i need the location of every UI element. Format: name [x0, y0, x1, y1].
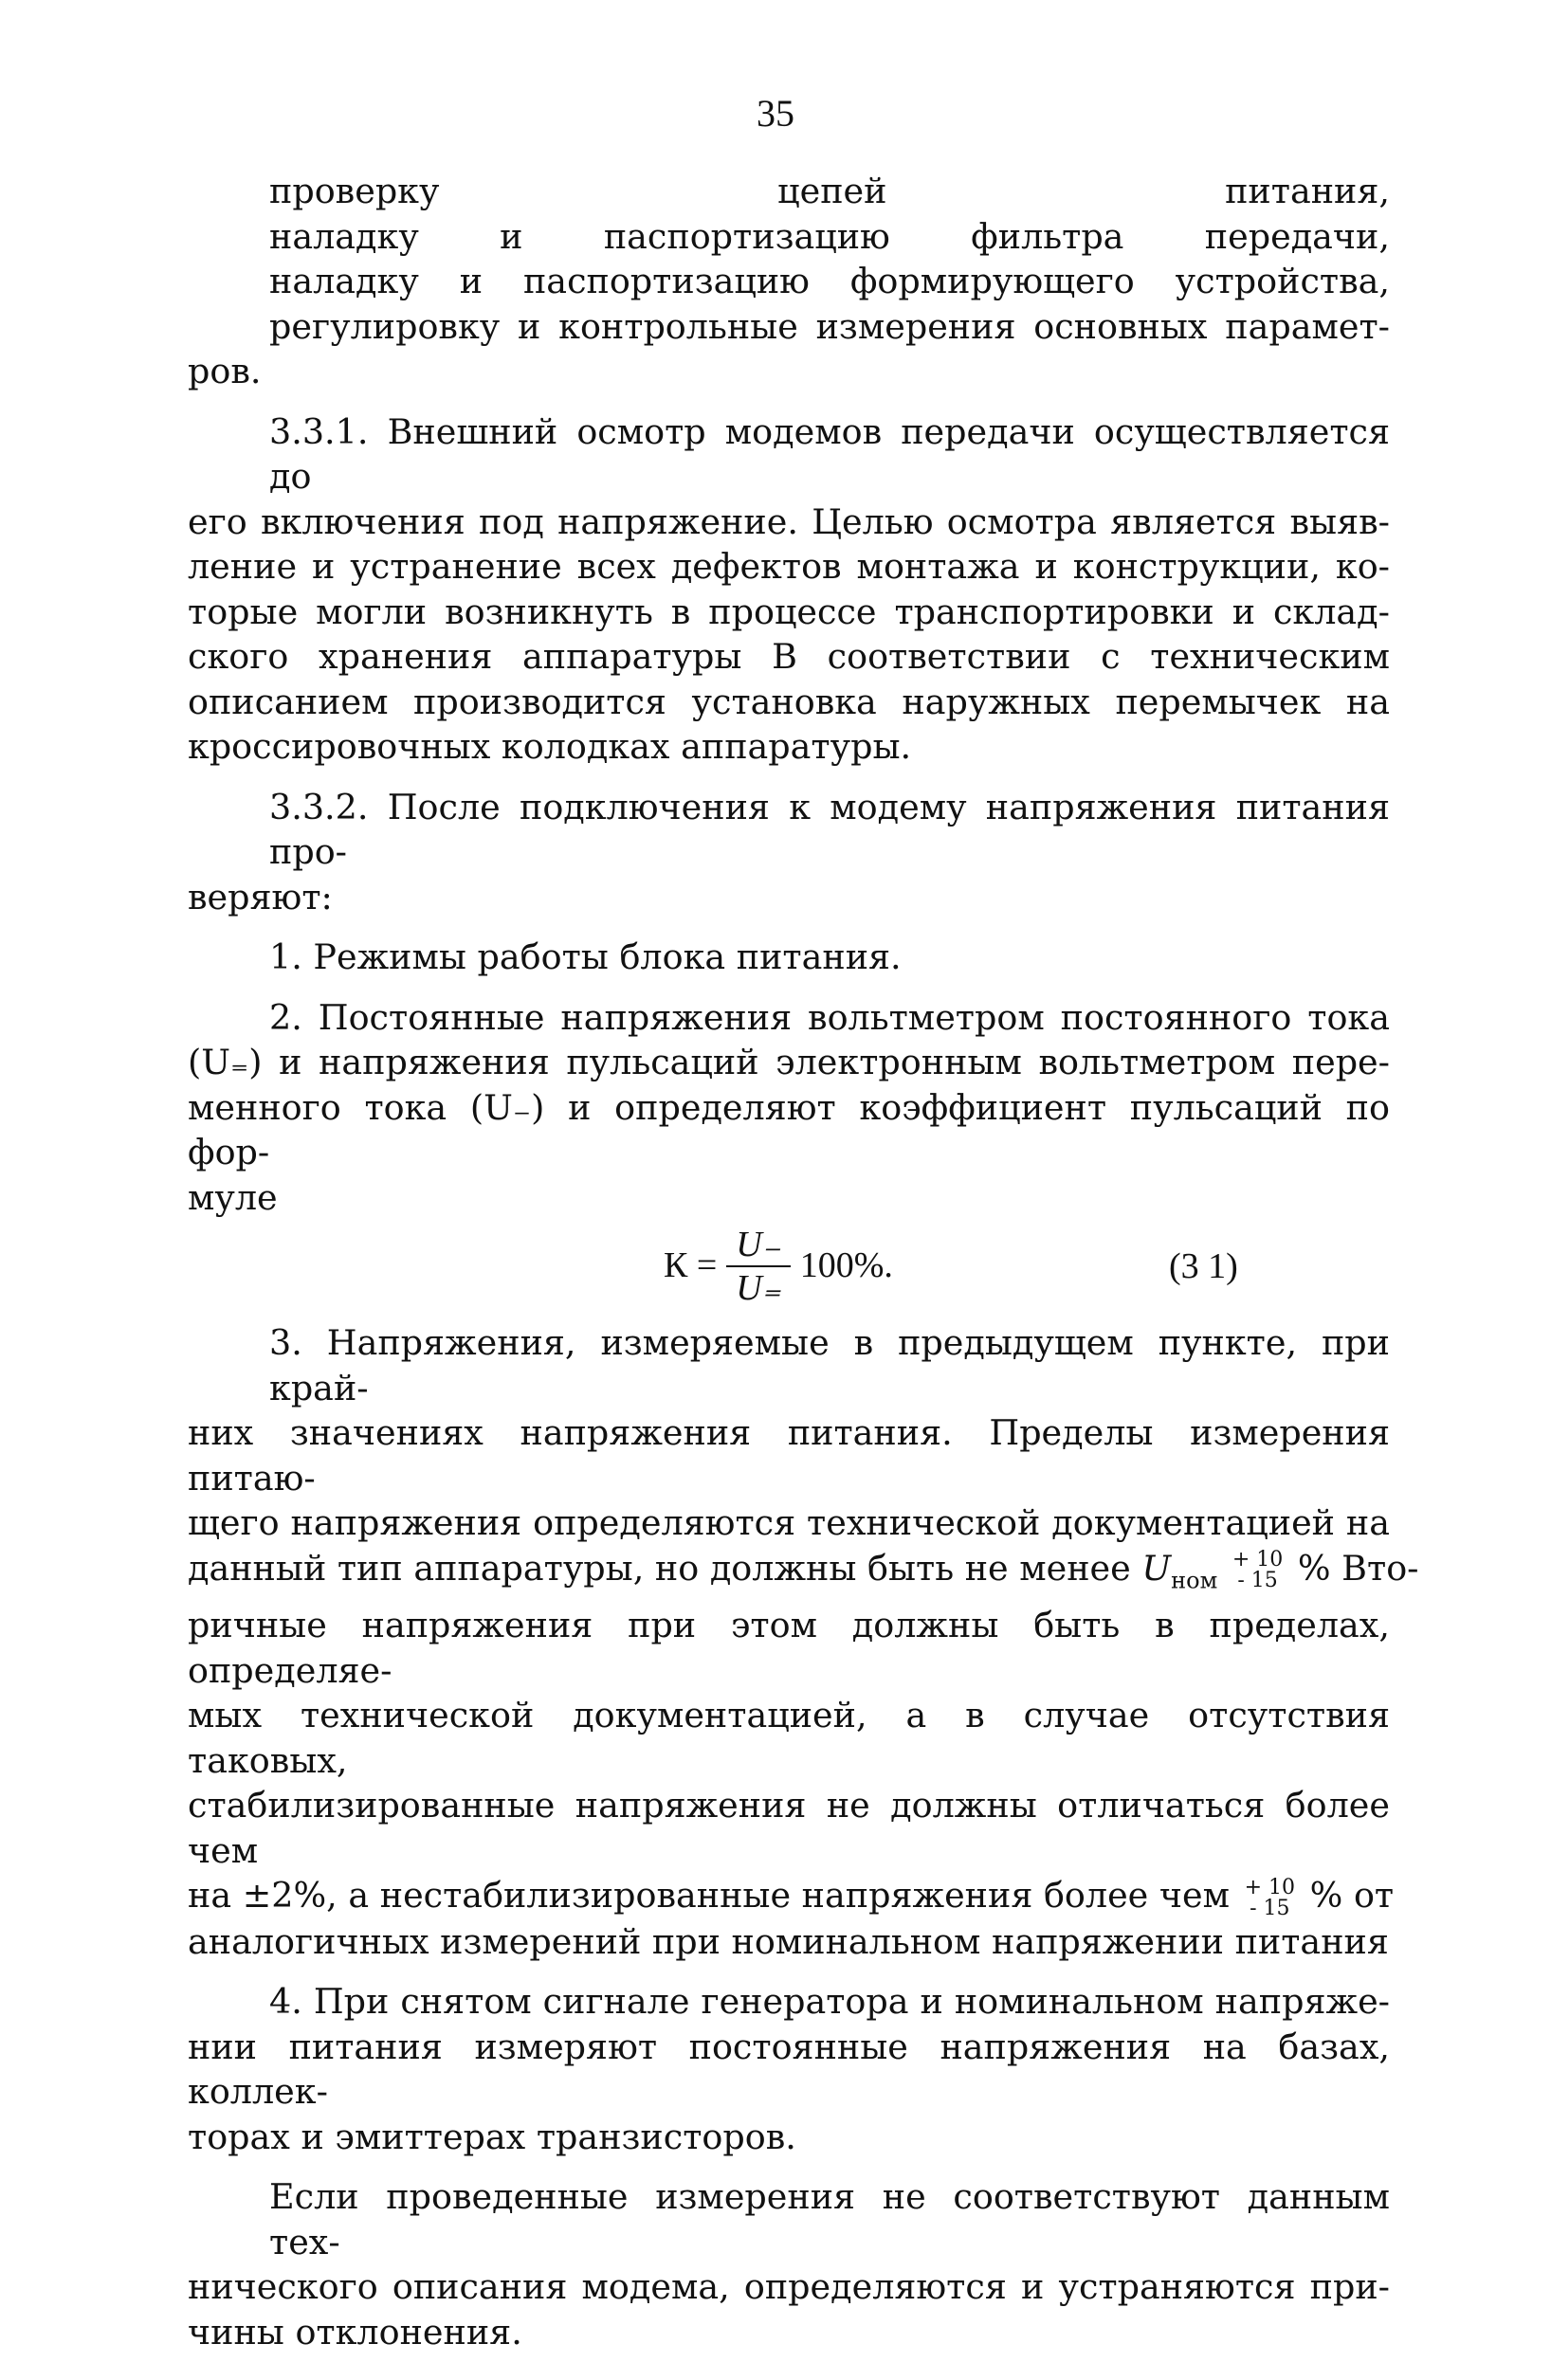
line-text: данный тип аппаратуры, но должны быть не менее: [188, 1547, 1131, 1589]
paragraph-line: 2. Постоянные напряжения вольтметром постоянного тока: [269, 996, 1390, 1038]
formula-denominator: U₌: [736, 1268, 781, 1308]
formula-fraction: [726, 1226, 791, 1307]
tolerance-plus: + 10: [1244, 1875, 1296, 1899]
paragraph-line: 3.3.1. Внешний осмотр модемов передачи осуществляется до: [269, 410, 1390, 497]
paragraph-line: торах и эмиттерах транзисторов.: [188, 2116, 796, 2157]
list-item-1: 1. Режимы работы блока питания.: [269, 936, 902, 977]
list-item-4: [188, 1979, 1390, 2159]
paragraph-line: них значениях напряжения питания. Пределы измерения питаю-: [188, 1412, 1390, 1499]
paragraph-line: [188, 1873, 1395, 1920]
section-3-3-1: [188, 409, 1390, 770]
body-text: [188, 169, 1419, 2354]
tolerance-minus: - 15: [1250, 1896, 1290, 1920]
intro-item: проверку цепей питания,: [269, 171, 1390, 211]
tolerance-fraction: [1244, 1875, 1296, 1920]
paragraph-line: Если проведенные измерения не соответствуют данным тех-: [269, 2176, 1390, 2262]
line-text: на ±2%, а нестабилизированные напряжения более чем: [188, 1875, 1231, 1917]
tolerance-minus: - 15: [1237, 1569, 1278, 1592]
section-3-3-2: [188, 785, 1390, 920]
paragraph-line: ского хранения аппаратуры В соответствии с техническим: [188, 636, 1390, 677]
paragraph-line: ление и устранение всех дефектов монтажа и конструкции, ко-: [188, 546, 1390, 587]
formula-lhs: К =: [664, 1245, 718, 1286]
paragraph-line: 3.3.2. После подключения к модему напряжения питания про-: [269, 786, 1390, 872]
paragraph-line: кроссировочных колодках аппаратуры.: [188, 726, 912, 767]
paragraph-line: торые могли возникнуть в процессе транспортировки и склад-: [188, 590, 1390, 632]
tolerance-plus: + 10: [1232, 1548, 1284, 1572]
list-item-3: [188, 1320, 1419, 1964]
formula-rhs: 100%.: [799, 1245, 893, 1286]
paragraph-line: 4. При снятом сигнале генератора и номинальном напряже-: [269, 1981, 1390, 2023]
intro-item: наладку и паспортизацию формирующего устройства,: [269, 261, 1390, 301]
list-item-2: [188, 995, 1390, 1221]
paragraph-line: [188, 1546, 1419, 1604]
intro-tail: ров.: [188, 351, 262, 391]
paragraph-line: (U₌) и напряжения пульсаций электронным вольтметром пере-: [188, 1042, 1390, 1082]
formula-body: [664, 1226, 893, 1307]
u-nom-symbol: U: [1141, 1547, 1172, 1589]
paragraph-line: веряют:: [188, 876, 333, 917]
line-text: % от: [1309, 1875, 1395, 1917]
formula-3-1: [188, 1220, 1390, 1320]
tolerance-fraction: [1232, 1550, 1283, 1591]
intro-item: регулировку и контрольные измерения основных парамет-: [269, 305, 1390, 347]
formula-numerator: U₋: [726, 1226, 791, 1267]
closing-paragraph: [188, 2174, 1390, 2354]
paragraph-line: стабилизированные напряжения не должны отличаться более чем: [188, 1785, 1390, 1871]
paragraph-line: муле: [188, 1176, 278, 1218]
paragraph-line: чины отклонения.: [188, 2311, 522, 2353]
paragraph-line: ричные напряжения при этом должны быть в пределах, определяе-: [188, 1605, 1390, 1691]
paragraph-line: нического описания модема, определяются и устраняются при-: [188, 2266, 1390, 2308]
paragraph-line: щего напряжения определяются технической документацией на: [188, 1502, 1390, 1543]
paragraph-line: нии питания измеряют постоянные напряжения на базах, коллек-: [188, 2026, 1390, 2113]
paragraph-line: аналогичных измерений при номинальном напряжении питания: [188, 1920, 1389, 1962]
paragraph-line: менного тока (U₋) и определяют коэффициент пульсаций по фор-: [188, 1086, 1390, 1172]
line-text: % Вто-: [1297, 1547, 1419, 1589]
paragraph-line: 3. Напряжения, измеряемые в предыдущем пункте, при край-: [269, 1322, 1390, 1408]
u-nom-subscript: ном: [1171, 1566, 1218, 1593]
paragraph-line: его включения под напряжение. Целью осмотра является выяв-: [188, 500, 1390, 542]
equation-number: (3 1): [1169, 1246, 1238, 1286]
page-number: 35: [757, 92, 794, 135]
paragraph-line: описанием производится установка наружных перемычек на: [188, 681, 1390, 722]
intro-item: наладку и паспортизацию фильтра передачи,: [269, 215, 1390, 257]
paragraph-line: мых технической документацией, а в случае отсутствия таковых,: [188, 1695, 1390, 1781]
